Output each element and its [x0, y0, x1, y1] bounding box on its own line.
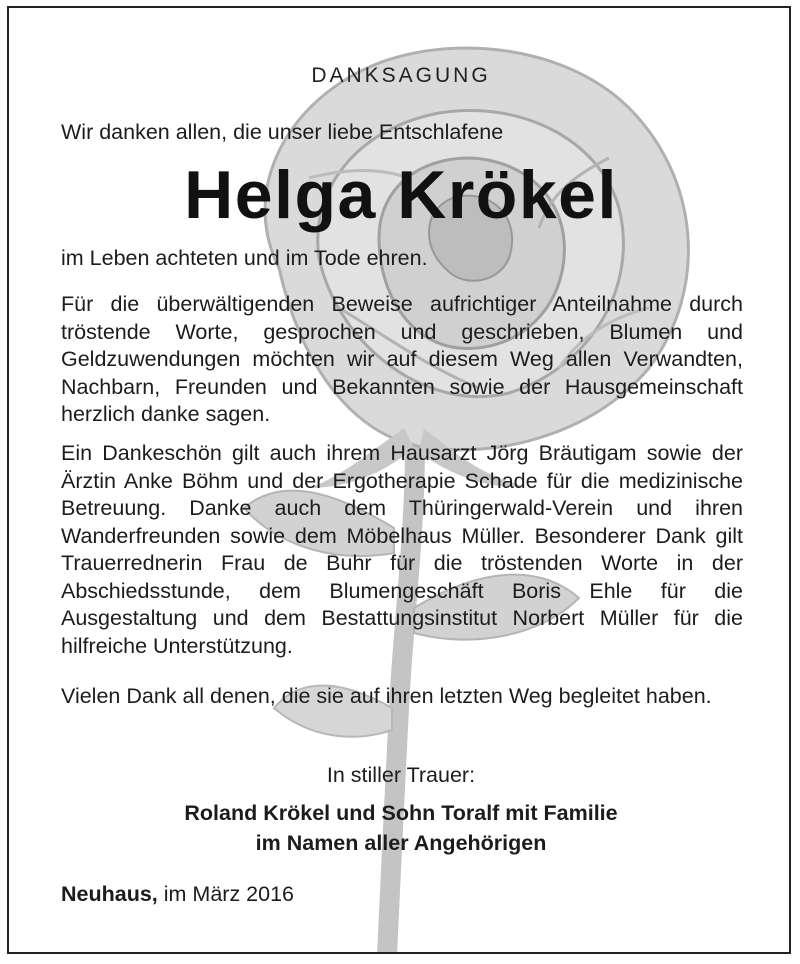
mourning-line: In stiller Trauer:	[326, 763, 476, 787]
place: Neuhaus,	[61, 882, 158, 906]
deceased-name: Helga Krökel	[184, 157, 618, 233]
signatories-line-2: im Namen aller Angehörigen	[255, 831, 547, 855]
thanks-paragraph-1: Für die überwältigenden Beweise aufrichtiger Anteilnahme durch tröstende Worte, gesprochen und geschrieben, Blumen und Geldzuwendungen möchten wir auf diesem Weg allen Verwandten, Nachbarn, Freunden und Bekannten sowie der Hausgemeinschaft herzlich danke sagen.	[61, 292, 743, 426]
thanks-paragraph-3: Vielen Dank all denen, die sie auf ihren letzten Weg begleitet haben.	[61, 684, 712, 708]
notice-heading: DANKSAGUNG	[311, 64, 491, 87]
after-name-line: im Leben achteten und im Tode ehren.	[61, 246, 428, 270]
intro-line: Wir danken allen, die unser liebe Entschlafene	[61, 120, 504, 144]
obituary-frame	[7, 6, 791, 954]
signatories-line-1: Roland Krökel und Sohn Toralf mit Familie	[184, 801, 618, 825]
date: im März 2016	[157, 882, 294, 906]
thanks-paragraph-2: Ein Dankeschön gilt auch ihrem Hausarzt Jörg Bräutigam sowie der Ärztin Anke Böhm und der Ergotherapie Schade für die medizinische Betreuung. Danke auch dem Thüringerwald-Verein und ihren Wanderfreunden sowie dem Möbelhaus Müller. Besonderer Dank gilt Trauerrednerin Frau de Buhr für die tröstenden Worte in der Abschiedsstunde, dem Blumengeschäft Boris Ehle für die Ausgestaltung und dem Bestattungsinstitut Norbert Müller für die hilfreiche Unterstützung.	[61, 441, 743, 658]
place-date-line	[61, 880, 294, 908]
obituary-content	[9, 8, 791, 954]
